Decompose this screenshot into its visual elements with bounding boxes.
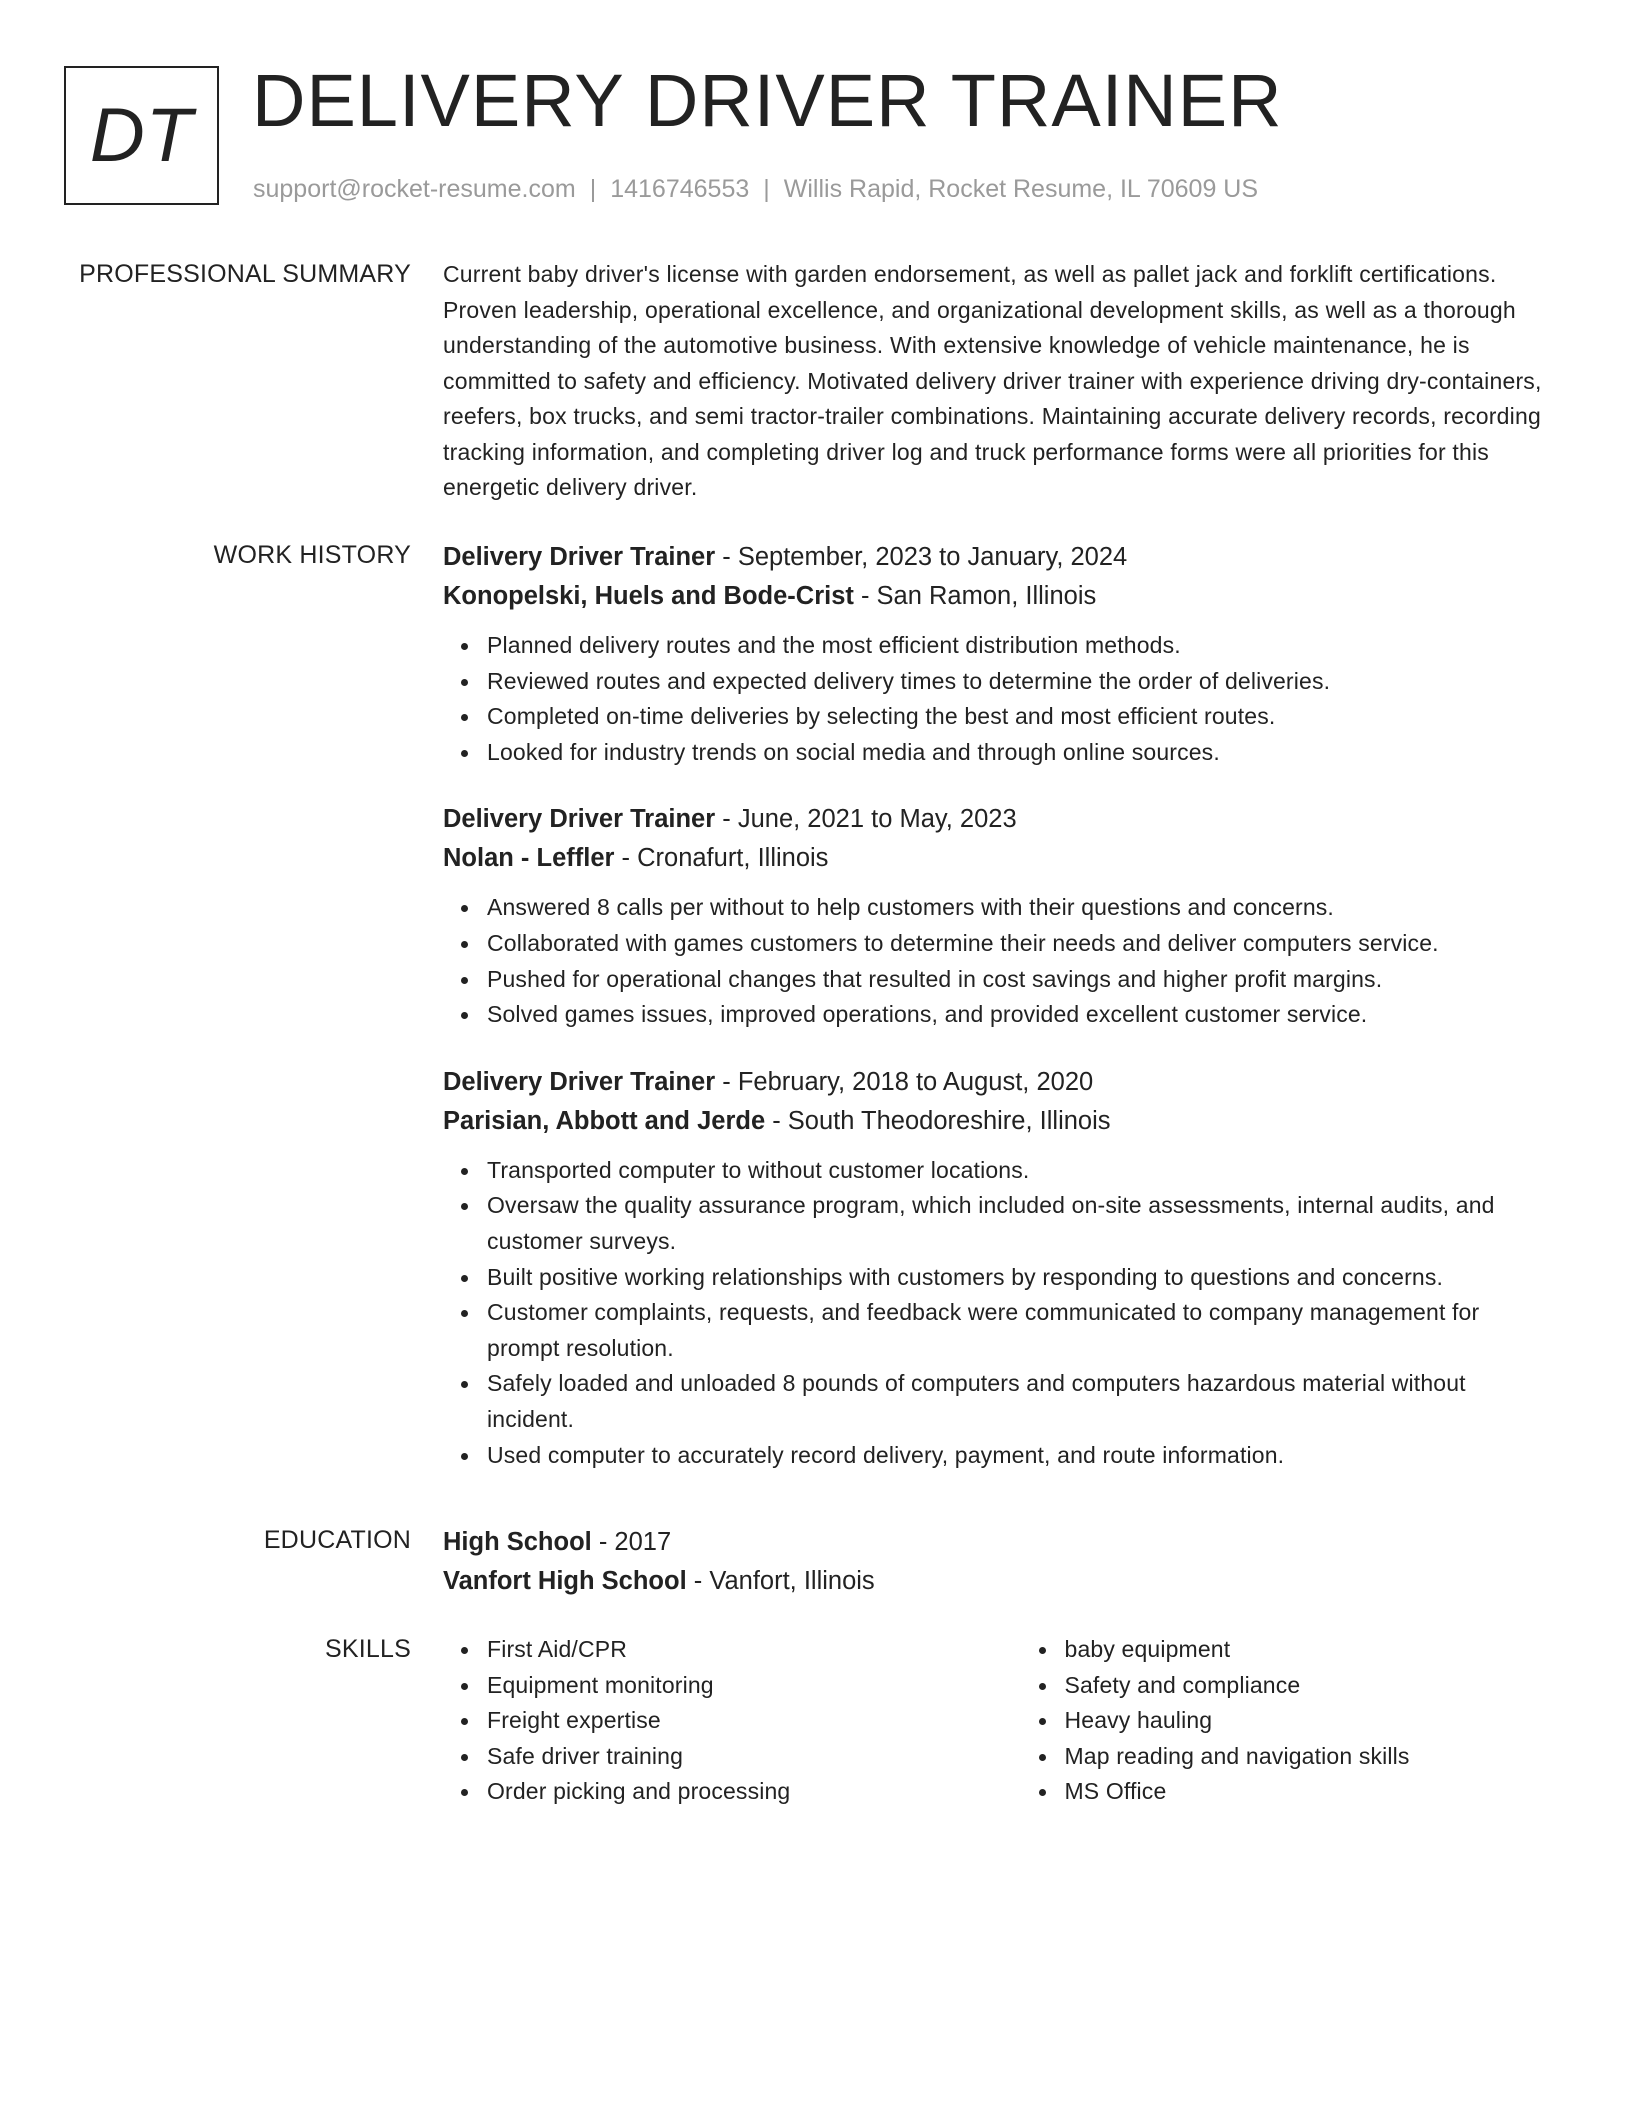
job-location: - San Ramon, Illinois bbox=[853, 582, 1097, 610]
skills-list-left bbox=[443, 1632, 976, 1810]
skill-item: Freight expertise bbox=[487, 1703, 976, 1739]
job-bullet: Completed on-time deliveries by selecting the best and most efficient routes. bbox=[487, 699, 1553, 735]
skill-item: MS Office bbox=[1065, 1774, 1554, 1810]
job-title: Delivery Driver Trainer bbox=[443, 1067, 716, 1096]
education-school: Vanfort High School bbox=[443, 1567, 687, 1595]
summary-heading: PROFESSIONAL SUMMARY bbox=[79, 260, 411, 288]
skill-item: Equipment monitoring bbox=[487, 1668, 976, 1704]
job-dates: - February, 2018 to August, 2020 bbox=[715, 1067, 1094, 1096]
job-title: Delivery Driver Trainer bbox=[443, 805, 716, 834]
job-company: Konopelski, Huels and Bode-Crist bbox=[443, 582, 854, 610]
skill-item: First Aid/CPR bbox=[487, 1632, 976, 1668]
skills-list-right bbox=[1021, 1632, 1554, 1810]
job-dates: - June, 2021 to May, 2023 bbox=[715, 805, 1017, 834]
job-bullet: Oversaw the quality assurance program, which included on-site assessments, internal audits, and customer surveys. bbox=[487, 1188, 1553, 1259]
skill-item: baby equipment bbox=[1065, 1632, 1554, 1668]
work-history-body bbox=[443, 538, 1553, 1473]
skill-item: Safe driver training bbox=[487, 1739, 976, 1775]
contact-address: Willis Rapid, Rocket Resume, IL 70609 US bbox=[783, 175, 1259, 203]
job-bullet: Planned delivery routes and the most efficient distribution methods. bbox=[487, 628, 1553, 664]
job-bullet: Customer complaints, requests, and feedback were communicated to company management for prompt resolution. bbox=[487, 1295, 1553, 1366]
job-bullets bbox=[443, 890, 1553, 1032]
summary-body bbox=[443, 257, 1553, 506]
education-degree-line bbox=[443, 1523, 1553, 1562]
job-title: Delivery Driver Trainer bbox=[443, 543, 716, 571]
contact-phone: 1416746553 bbox=[610, 175, 750, 203]
summary-text: Current baby driver's license with garden endorsement, as well as pallet jack and forklift certifications. Proven leadership, operational excellence, and organizational development skills, as well as a thorough understanding of the automotive business. With extensive knowledge of vehicle maintenance, he is committed to safety and efficiency. Motivated delivery driver trainer with experience driving dry-containers, reefers, box trucks, and semi tractor-trailer combinations. Maintaining accurate delivery records, recording tracking information, and completing driver log and truck performance forms were all priorities for this energetic delivery driver. bbox=[443, 261, 1542, 500]
contact-email: support@rocket-resume.com bbox=[253, 175, 576, 203]
job-company-line bbox=[443, 839, 1553, 878]
job-bullets bbox=[443, 1153, 1553, 1473]
job-entry bbox=[443, 800, 1553, 1032]
job-bullet: Reviewed routes and expected delivery times to determine the order of deliveries. bbox=[487, 664, 1553, 700]
education-degree: High School bbox=[443, 1528, 592, 1556]
job-company: Parisian, Abbott and Jerde bbox=[443, 1106, 766, 1135]
skills-body bbox=[443, 1632, 1553, 1810]
education-location: - Vanfort, Illinois bbox=[686, 1567, 875, 1595]
education-school-line bbox=[443, 1562, 1553, 1601]
contact-separator: | bbox=[589, 175, 597, 203]
education-heading: EDUCATION bbox=[263, 1526, 411, 1554]
education-body bbox=[443, 1523, 1553, 1601]
skill-item: Order picking and processing bbox=[487, 1774, 976, 1810]
job-bullet: Pushed for operational changes that resulted in cost savings and higher profit margins. bbox=[487, 962, 1553, 998]
job-bullet: Collaborated with games customers to determine their needs and deliver computers service. bbox=[487, 926, 1553, 962]
job-bullets bbox=[443, 628, 1553, 770]
job-bullet: Used computer to accurately record delivery, payment, and route information. bbox=[487, 1438, 1553, 1474]
skills-heading: SKILLS bbox=[325, 1635, 411, 1663]
education-year: - 2017 bbox=[591, 1528, 672, 1556]
job-bullet: Solved games issues, improved operations, and provided excellent customer service. bbox=[487, 997, 1553, 1033]
skill-item: Heavy hauling bbox=[1065, 1703, 1554, 1739]
job-entry bbox=[443, 538, 1553, 770]
job-company-line bbox=[443, 577, 1553, 616]
job-location: - Cronafurt, Illinois bbox=[614, 844, 829, 873]
skill-item: Map reading and navigation skills bbox=[1065, 1739, 1554, 1775]
job-title-line bbox=[443, 538, 1553, 577]
job-bullet: Answered 8 calls per without to help customers with their questions and concerns. bbox=[487, 890, 1553, 926]
job-location: - South Theodoreshire, Illinois bbox=[765, 1106, 1111, 1135]
work-history-heading: WORK HISTORY bbox=[213, 541, 411, 569]
contact-line bbox=[253, 172, 1258, 206]
job-company: Nolan - Leffler bbox=[443, 844, 615, 873]
job-bullet: Looked for industry trends on social media and through online sources. bbox=[487, 735, 1553, 771]
job-bullet: Built positive working relationships with customers by responding to questions and concerns. bbox=[487, 1260, 1553, 1296]
job-company-line bbox=[443, 1102, 1553, 1141]
monogram-badge: DT bbox=[64, 66, 219, 205]
job-bullet: Transported computer to without customer locations. bbox=[487, 1153, 1553, 1189]
job-entry bbox=[443, 1063, 1553, 1473]
job-dates: - September, 2023 to January, 2024 bbox=[715, 543, 1128, 571]
job-title-line bbox=[443, 1063, 1553, 1102]
contact-separator: | bbox=[763, 175, 770, 203]
skill-item: Safety and compliance bbox=[1065, 1668, 1554, 1704]
job-bullet: Safely loaded and unloaded 8 pounds of computers and computers hazardous material without incident. bbox=[487, 1366, 1553, 1437]
job-title-line bbox=[443, 800, 1553, 839]
candidate-name: DELIVERY DRIVER TRAINER bbox=[252, 59, 1283, 142]
